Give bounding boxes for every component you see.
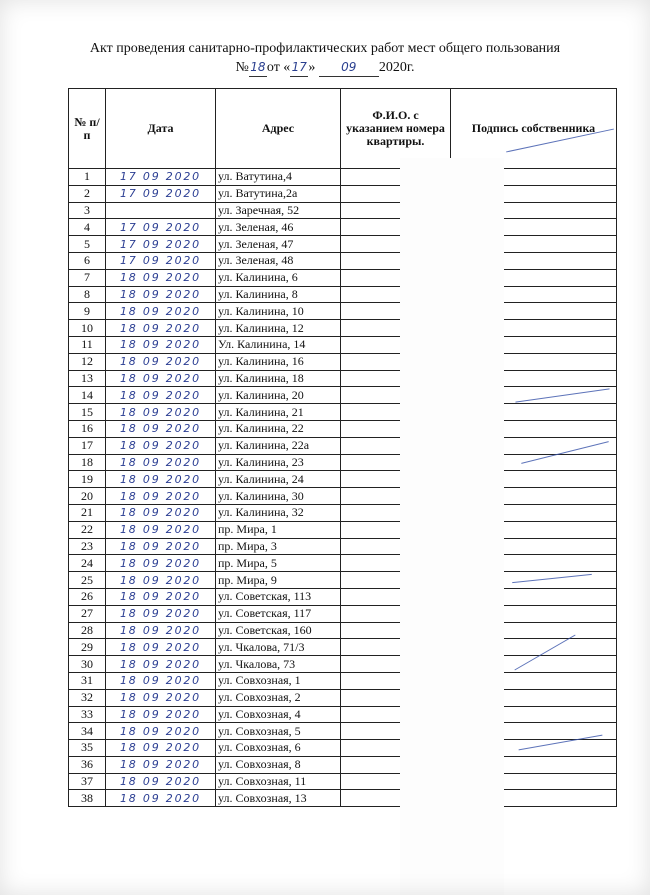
row-date: 18 09 2020 [106,689,216,706]
table-row [69,420,617,437]
row-date: 18 09 2020 [106,740,216,757]
act-day: 17 [290,58,308,77]
row-address: ул. Ватутина,4 [216,169,341,186]
row-date: 18 09 2020 [106,336,216,353]
table-row [69,185,617,202]
row-date [106,202,216,219]
row-address: пр. Мира, 1 [216,521,341,538]
table-row [69,488,617,505]
row-date: 18 09 2020 [106,538,216,555]
table-row [69,706,617,723]
table-row [69,303,617,320]
row-date: 18 09 2020 [106,387,216,404]
table-row [69,605,617,622]
act-number-value: 18 [249,58,267,77]
row-number: 8 [69,286,106,303]
row-address: ул. Совхозная, 6 [216,740,341,757]
row-date: 18 09 2020 [106,471,216,488]
row-address: ул. Калинина, 20 [216,387,341,404]
row-date: 18 09 2020 [106,521,216,538]
date-from-label: от « [266,60,291,75]
row-number: 4 [69,219,106,236]
row-date: 18 09 2020 [106,706,216,723]
row-number: 9 [69,303,106,320]
row-address: ул. Совхозная, 8 [216,756,341,773]
row-number: 10 [69,320,106,337]
row-address: ул. Калинина, 12 [216,320,341,337]
col-header-num: № п/п [69,89,106,169]
row-number: 32 [69,689,106,706]
row-address: ул. Калинина, 8 [216,286,341,303]
title-line-1: Акт проведения санитарно-профилактических работ мест общего пользования [89,41,561,56]
row-number: 1 [69,169,106,186]
row-date: 18 09 2020 [106,437,216,454]
row-address: ул. Зеленая, 46 [216,219,341,236]
row-number: 11 [69,336,106,353]
row-date: 18 09 2020 [106,286,216,303]
table-header-row [69,89,617,169]
row-date: 18 09 2020 [106,773,216,790]
row-address: ул. Совхозная, 1 [216,672,341,689]
table-row [69,521,617,538]
row-number: 30 [69,656,106,673]
row-date: 18 09 2020 [106,303,216,320]
col-header-date: Дата [106,89,216,169]
row-date: 18 09 2020 [106,353,216,370]
table-row [69,169,617,186]
row-address: ул. Зеленая, 47 [216,236,341,253]
row-number: 31 [69,672,106,689]
row-number: 6 [69,252,106,269]
row-address: пр. Мира, 5 [216,555,341,572]
act-month: 09 [319,58,379,77]
row-number: 13 [69,370,106,387]
row-date: 18 09 2020 [106,790,216,807]
row-number: 28 [69,622,106,639]
row-address: ул. Совхозная, 11 [216,773,341,790]
row-address: ул. Чкалова, 71/3 [216,639,341,656]
row-number: 5 [69,236,106,253]
row-number: 7 [69,269,106,286]
row-date: 18 09 2020 [106,555,216,572]
row-number: 15 [69,404,106,421]
row-date: 18 09 2020 [106,622,216,639]
row-date: 18 09 2020 [106,588,216,605]
table-row [69,689,617,706]
row-number: 27 [69,605,106,622]
row-date: 18 09 2020 [106,488,216,505]
row-number: 20 [69,488,106,505]
table-row [69,387,617,404]
table-row [69,672,617,689]
row-address: ул. Калинина, 22 [216,420,341,437]
row-address: ул. Калинина, 18 [216,370,341,387]
row-address: пр. Мира, 9 [216,572,341,589]
row-address: ул. Совхозная, 2 [216,689,341,706]
row-address: ул. Калинина, 16 [216,353,341,370]
row-date: 18 09 2020 [106,756,216,773]
row-date: 18 09 2020 [106,269,216,286]
quote-close: » [308,60,316,75]
row-date: 18 09 2020 [106,370,216,387]
row-date: 18 09 2020 [106,656,216,673]
row-number: 21 [69,504,106,521]
table-row [69,504,617,521]
row-address: пр. Мира, 3 [216,538,341,555]
row-date: 18 09 2020 [106,639,216,656]
row-number: 35 [69,740,106,757]
row-address: ул. Калинина, 30 [216,488,341,505]
table-row [69,252,617,269]
row-address: ул. Калинина, 23 [216,454,341,471]
row-number: 26 [69,588,106,605]
row-address: ул. Совхозная, 5 [216,723,341,740]
table-row [69,588,617,605]
document-title [0,40,650,77]
row-date: 18 09 2020 [106,572,216,589]
row-address: ул. Калинина, 22а [216,437,341,454]
row-number: 23 [69,538,106,555]
act-year: 2020г. [378,60,415,75]
row-number: 17 [69,437,106,454]
row-number: 33 [69,706,106,723]
row-date: 18 09 2020 [106,605,216,622]
row-date: 17 09 2020 [106,185,216,202]
table-row [69,353,617,370]
row-date: 18 09 2020 [106,504,216,521]
row-date: 18 09 2020 [106,672,216,689]
redacted-area [400,158,504,895]
row-date: 18 09 2020 [106,404,216,421]
row-address: ул. Калинина, 6 [216,269,341,286]
row-number: 14 [69,387,106,404]
table-row [69,286,617,303]
row-number: 29 [69,639,106,656]
table-row [69,202,617,219]
row-number: 24 [69,555,106,572]
row-date: 18 09 2020 [106,723,216,740]
row-date: 18 09 2020 [106,454,216,471]
row-number: 18 [69,454,106,471]
row-number: 36 [69,756,106,773]
table-row [69,454,617,471]
table-row [69,773,617,790]
row-address: Ул. Калинина, 14 [216,336,341,353]
row-number: 38 [69,790,106,807]
row-address: ул. Заречная, 52 [216,202,341,219]
table-row [69,790,617,807]
table-row [69,639,617,656]
row-address: ул. Чкалова, 73 [216,656,341,673]
row-date: 18 09 2020 [106,320,216,337]
row-address: ул. Калинина, 24 [216,471,341,488]
row-address: ул. Советская, 113 [216,588,341,605]
table-row [69,471,617,488]
table-row [69,269,617,286]
table-row [69,320,617,337]
col-header-address: Адрес [216,89,341,169]
row-date: 17 09 2020 [106,236,216,253]
row-address: ул. Калинина, 10 [216,303,341,320]
table-row [69,622,617,639]
row-number: 34 [69,723,106,740]
row-number: 37 [69,773,106,790]
table-row [69,437,617,454]
act-number-prefix: № [235,60,249,75]
row-date: 17 09 2020 [106,219,216,236]
table-row [69,740,617,757]
row-number: 12 [69,353,106,370]
row-date: 17 09 2020 [106,169,216,186]
row-number: 22 [69,521,106,538]
table-body [69,169,617,807]
col-header-signature: Подпись собственника [451,89,617,169]
col-header-fio: Ф.И.О. с указанием номера квартиры. [341,89,451,169]
residents-table [68,88,617,807]
row-address: ул. Зеленая, 48 [216,252,341,269]
table-row [69,370,617,387]
row-address: ул. Совхозная, 4 [216,706,341,723]
row-date: 17 09 2020 [106,252,216,269]
table-row [69,336,617,353]
row-date: 18 09 2020 [106,420,216,437]
table-row [69,723,617,740]
row-number: 3 [69,202,106,219]
table-row [69,236,617,253]
row-address: ул. Ватутина,2а [216,185,341,202]
table-row [69,219,617,236]
row-address: ул. Советская, 160 [216,622,341,639]
row-number: 25 [69,572,106,589]
row-number: 2 [69,185,106,202]
table-row [69,538,617,555]
row-number: 16 [69,420,106,437]
table-row [69,555,617,572]
row-address: ул. Калинина, 21 [216,404,341,421]
row-address: ул. Калинина, 32 [216,504,341,521]
row-address: ул. Совхозная, 13 [216,790,341,807]
row-number: 19 [69,471,106,488]
table-row [69,756,617,773]
title-line-2 [0,58,650,77]
row-address: ул. Советская, 117 [216,605,341,622]
table-row [69,404,617,421]
